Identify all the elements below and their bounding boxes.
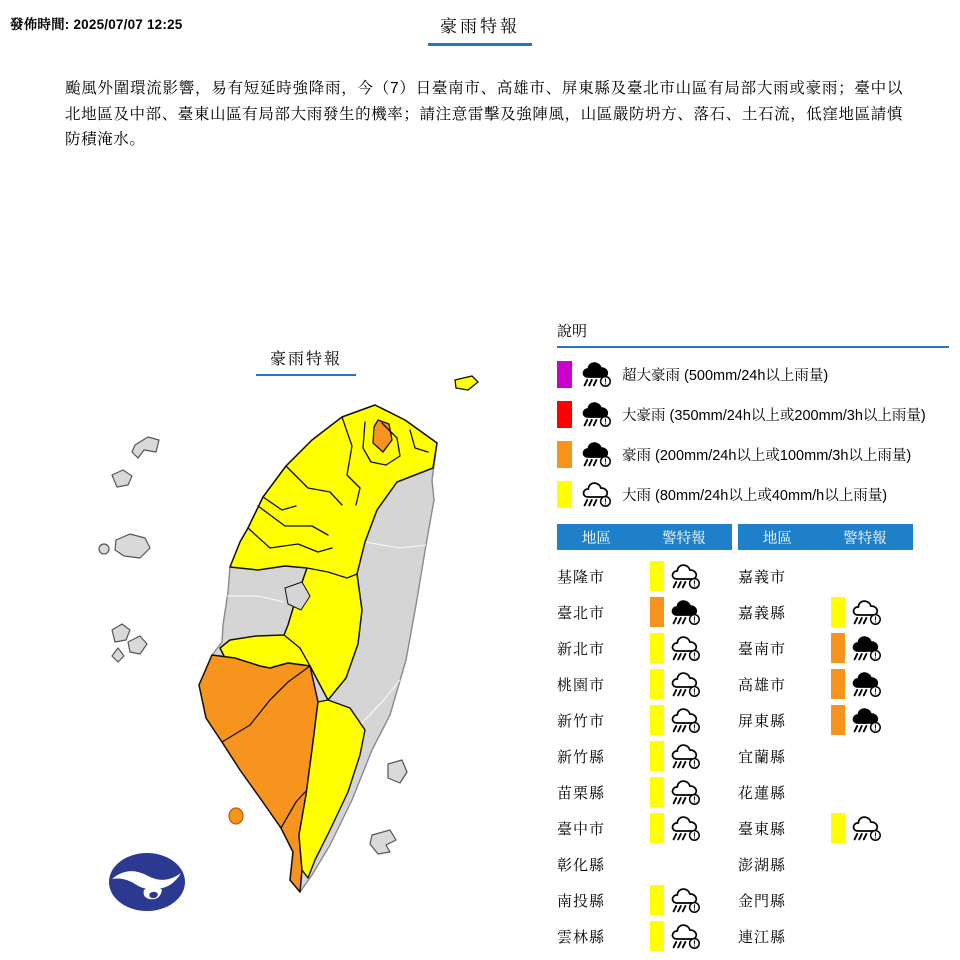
warning-icon-cell [848,597,885,627]
table-row [738,774,913,810]
legend-icon-cell [578,439,616,469]
extremely-heavy-rain-chip [650,597,664,627]
legend-label: 豪雨 (200mm/24h以上或100mm/3h以上雨量) [622,447,912,464]
light-cloud-rain-icon [669,922,703,951]
legend-icon-cell [578,479,616,509]
svg-text:!: ! [604,376,607,386]
svg-text:!: ! [692,794,696,804]
table-row [557,918,732,954]
legend-label: 超大豪雨 (500mm/24h以上雨量) [622,367,829,384]
light-cloud-rain-icon [669,562,703,591]
map-title: 豪雨特報 [256,346,356,376]
extremely-heavy-rain-chip [831,705,845,735]
page-title: 豪雨特報 [428,12,532,46]
svg-text:!: ! [604,456,607,466]
svg-text:!: ! [873,686,877,696]
warning-icon-cell [848,669,885,699]
kinmen-island-a [112,624,130,642]
table-row [557,846,732,882]
warning-icon-cell [848,813,885,843]
dark-cloud-rain-icon [580,440,614,469]
heavy-rain-chip [650,561,664,591]
svg-text:!: ! [692,902,696,912]
heavy-rain-chip [650,669,664,699]
legend-icon-cell [578,359,616,389]
dark-cloud-rain-icon [850,706,884,735]
light-cloud-rain-icon [850,598,884,627]
svg-text:!: ! [692,578,696,588]
light-cloud-rain-icon [669,886,703,915]
dark-cloud-rain-icon [580,360,614,389]
warning-icon-cell [848,705,885,735]
county-name: 新北市 [557,640,606,658]
table-row [738,630,913,666]
county-name: 臺東縣 [738,820,787,838]
heavy-rain-chip [650,921,664,951]
penghu-islet [99,544,109,554]
svg-text:!: ! [692,830,696,840]
heavy-rain-chip [650,885,664,915]
svg-text:!: ! [873,614,877,624]
heavy-rain-chip [650,705,664,735]
svg-text:!: ! [692,938,696,948]
county-name: 宜蘭縣 [738,748,787,766]
table-row [738,558,913,594]
table-row [738,810,913,846]
light-cloud-rain-icon [669,814,703,843]
svg-text:!: ! [604,496,607,506]
county-name: 嘉義市 [738,568,787,586]
table-row [557,702,732,738]
county-name: 屏東縣 [738,712,787,730]
light-cloud-rain-icon [669,778,703,807]
light-cloud-rain-icon [669,634,703,663]
table-row [557,558,732,594]
table-body [738,558,913,954]
heavy-rain-chip [831,597,845,627]
dark-cloud-rain-icon [669,598,703,627]
table-row [738,918,913,954]
dark-cloud-rain-icon [580,400,614,429]
warning-icon-cell [667,885,704,915]
county-name: 花蓮縣 [738,784,787,802]
liuqiu-island-orange [229,808,243,824]
county-name: 新竹縣 [557,748,606,766]
warning-icon-cell [848,633,885,663]
legend-row [557,474,949,514]
legend-heading: 說明 [557,320,949,348]
county-name: 高雄市 [738,676,787,694]
svg-text:!: ! [692,686,696,696]
publish-time: 發佈時間: 2025/07/07 12:25 [10,17,183,32]
taiwan-warning-map [60,330,540,960]
dark-cloud-rain-icon [850,634,884,663]
legend-row [557,354,949,394]
light-cloud-rain-icon [850,814,884,843]
table-row [557,594,732,630]
column-header-region: 地區 [581,530,611,547]
warning-color-chip [557,401,572,428]
orchid-island [370,830,396,854]
warning-table-right [738,524,913,954]
county-name: 連江縣 [738,928,787,946]
column-header-warning: 警特報 [662,530,706,547]
svg-text:!: ! [873,830,877,840]
light-cloud-rain-icon [580,480,614,509]
table-row [738,594,913,630]
county-name: 臺南市 [738,640,787,658]
north-islet [112,470,132,487]
matsu-islands [132,437,159,458]
warning-icon-cell [667,561,704,591]
warning-icon-cell [667,741,704,771]
county-name: 臺北市 [557,604,606,622]
county-name: 嘉義縣 [738,604,787,622]
county-name: 臺中市 [557,820,606,838]
table-row [557,738,732,774]
legend-section [557,320,949,514]
table-body [557,558,732,954]
table-row [738,702,913,738]
warning-icon-cell [667,669,704,699]
county-name: 新竹市 [557,712,606,730]
heavy-rain-chip [650,633,664,663]
warning-color-chip [557,441,572,468]
table-row [557,666,732,702]
cwa-logo [109,853,185,911]
svg-text:!: ! [692,758,696,768]
county-name: 苗栗縣 [557,784,606,802]
extremely-heavy-rain-chip [831,633,845,663]
svg-text:!: ! [873,650,877,660]
warning-icon-cell [667,921,704,951]
warning-icon-cell [667,705,704,735]
legend-icon-cell [578,399,616,429]
legend-row [557,394,949,434]
table-row [557,630,732,666]
table-row [557,774,732,810]
county-name: 澎湖縣 [738,856,787,874]
warning-icon-cell [667,777,704,807]
warning-color-chip [557,481,572,508]
legend-label: 大雨 (80mm/24h以上或40mm/h以上雨量) [622,487,888,504]
county-name: 彰化縣 [557,856,606,874]
heavy-rain-chip [650,813,664,843]
svg-text:!: ! [692,722,696,732]
column-header-warning: 警特報 [843,530,887,547]
svg-text:!: ! [873,722,877,732]
heavy-rain-chip [650,777,664,807]
warning-icon-cell [667,813,704,843]
warning-icon-cell [667,597,704,627]
table-row [738,738,913,774]
table-row [557,810,732,846]
legend-rows [557,354,949,514]
table-row [738,846,913,882]
table-row [738,666,913,702]
heavy-rain-chip [650,741,664,771]
county-name: 基隆市 [557,568,606,586]
kinmen-island-c [112,648,124,662]
light-cloud-rain-icon [669,742,703,771]
county-name: 金門縣 [738,892,787,910]
table-header [557,524,732,550]
dark-cloud-rain-icon [850,670,884,699]
warning-icon-cell [667,633,704,663]
advisory-text: 颱風外圍環流影響，易有短延時強降雨，今（7）日臺南市、高雄市、屏東縣及臺北市山區有局部大雨或豪雨；臺中以北地區及中部、臺東山區有局部大雨發生的機率；請注意雷擊及強陣風，山區嚴防坍方、落石、土石流，低窪地區請慎防積淹水。 [65,80,903,148]
svg-text:!: ! [692,650,696,660]
county-name: 南投縣 [557,892,606,910]
svg-text:!: ! [604,416,607,426]
warning-table-left [557,524,732,954]
heavy-rain-chip [831,813,845,843]
green-island [388,760,407,783]
table-row [557,882,732,918]
kinmen-island-b [128,636,147,654]
extremely-heavy-rain-chip [831,669,845,699]
warning-color-chip [557,361,572,388]
legend-label: 大豪雨 (350mm/24h以上或200mm/3h以上雨量) [622,407,926,424]
warning-map-section [60,330,540,960]
penghu-main-island [115,534,150,558]
table-header [738,524,913,550]
svg-text:!: ! [692,614,696,624]
light-cloud-rain-icon [669,706,703,735]
county-name: 雲林縣 [557,928,606,946]
county-name: 桃園市 [557,676,606,694]
light-cloud-rain-icon [669,670,703,699]
table-row [738,882,913,918]
keelung-islet-yellow [455,376,478,390]
legend-row [557,434,949,474]
column-header-region: 地區 [762,530,792,547]
